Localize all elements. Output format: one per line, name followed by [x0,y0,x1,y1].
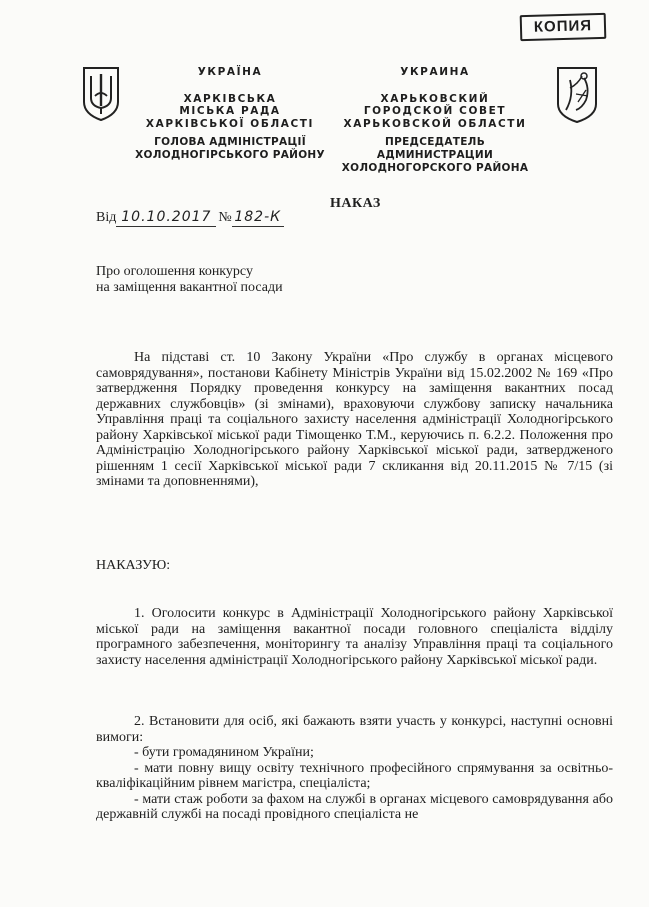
header-left-line1: ХАРКІВСЬКА [183,92,277,105]
requirement-item: - бути громадянином України; [134,745,314,760]
header-left-line2: МІСЬКА РАДА [179,105,281,117]
subject-line-1: Про оголошення конкурсу [96,264,253,279]
header-left-block [130,66,330,130]
number-value: 182-К [232,210,284,227]
order-item-2: 2. Встановити для осіб, які бажають взяти участь у конкурсі, наступні основні вимоги: [96,714,613,745]
header-right-position1: ПРЕДСЕДАТЕЛЬ АДМИНИСТРАЦИИ [376,136,494,161]
header-right-line1: ХАРЬКОВСКИЙ [380,92,490,105]
header-right-position [328,136,542,175]
header-right-block [332,66,538,130]
preamble-paragraph: На підставі ст. 10 Закону України «Про службу в органах місцевого самоврядування», постанови Кабінету Міністрів України від 15.02.2002 № 169 «Про затвердження Порядку проведення конкурсу на заміщення вакантних посад державних службовців» (зі змінами), враховуючи службову записку начальника Управління праці та соціального захисту населення адміністрації Холодногірського району Харківської міської ради Тімощенко Т.М., керуючись п. 6.2.2. Положення про Адміністрацію Холодногірського району Харківської міської ради, затвердженого рішенням 1 сесії Харківської міської ради 7 скликання від 20.11.2015 № 7/15 (зі змінами та доповненнями), [96,350,613,489]
requirement-item: - мати повну вищу освіту технічного професійного спрямування за освітньо-кваліфікаційним рівнем магістра, спеціаліста; [96,760,613,791]
order-word: НАКАЗУЮ: [96,558,171,573]
trident-emblem-icon [82,66,120,122]
subject-block [96,264,283,295]
header-left-position [130,136,330,162]
header-right-position2: ХОЛОДНОГОРСКОГО РАЙОНА [341,162,529,174]
date-label: Від [96,210,117,225]
requirements-list [96,745,613,823]
kharkiv-coat-of-arms-icon [556,66,598,124]
header-left-position2: ХОЛОДНОГІРСЬКОГО РАЙОНУ [135,149,325,161]
header-left-position1: ГОЛОВА АДМІНІСТРАЦІЇ [154,136,306,148]
requirement-item: - мати стаж роботи за фахом на службі в органах місцевого самоврядування або державній службі на посаді провідного спеціаліста не [96,791,613,822]
header-right-country: УКРАИНА [400,66,470,78]
header-right-line2: ГОРОДСКОЙ СОВЕТ [363,105,507,117]
header-right-line3: ХАРЬКОВСКОЙ ОБЛАСТИ [343,117,527,130]
number-label: № [218,210,232,225]
header-left-country: УКРАЇНА [197,66,263,78]
order-item-1: 1. Оголосити конкурс в Адміністрації Холодногірського району Харківської міської ради на заміщення вакантної посади головного спеціаліста відділу програмного забезпечення, моніторингу та аналізу Управління праці та соціального захисту населення адміністрації Холодногірського району Харківської міської ради. [96,606,613,668]
header-left-line3: ХАРКІВСЬКОЇ ОБЛАСТІ [145,117,315,130]
document-type: НАКАЗ [330,196,381,211]
subject-line-2: на заміщення вакантної посади [96,279,283,295]
copy-stamp: КОПИЯ [520,13,607,41]
date-number-line [96,210,284,227]
date-value: 10.10.2017 [116,210,216,227]
